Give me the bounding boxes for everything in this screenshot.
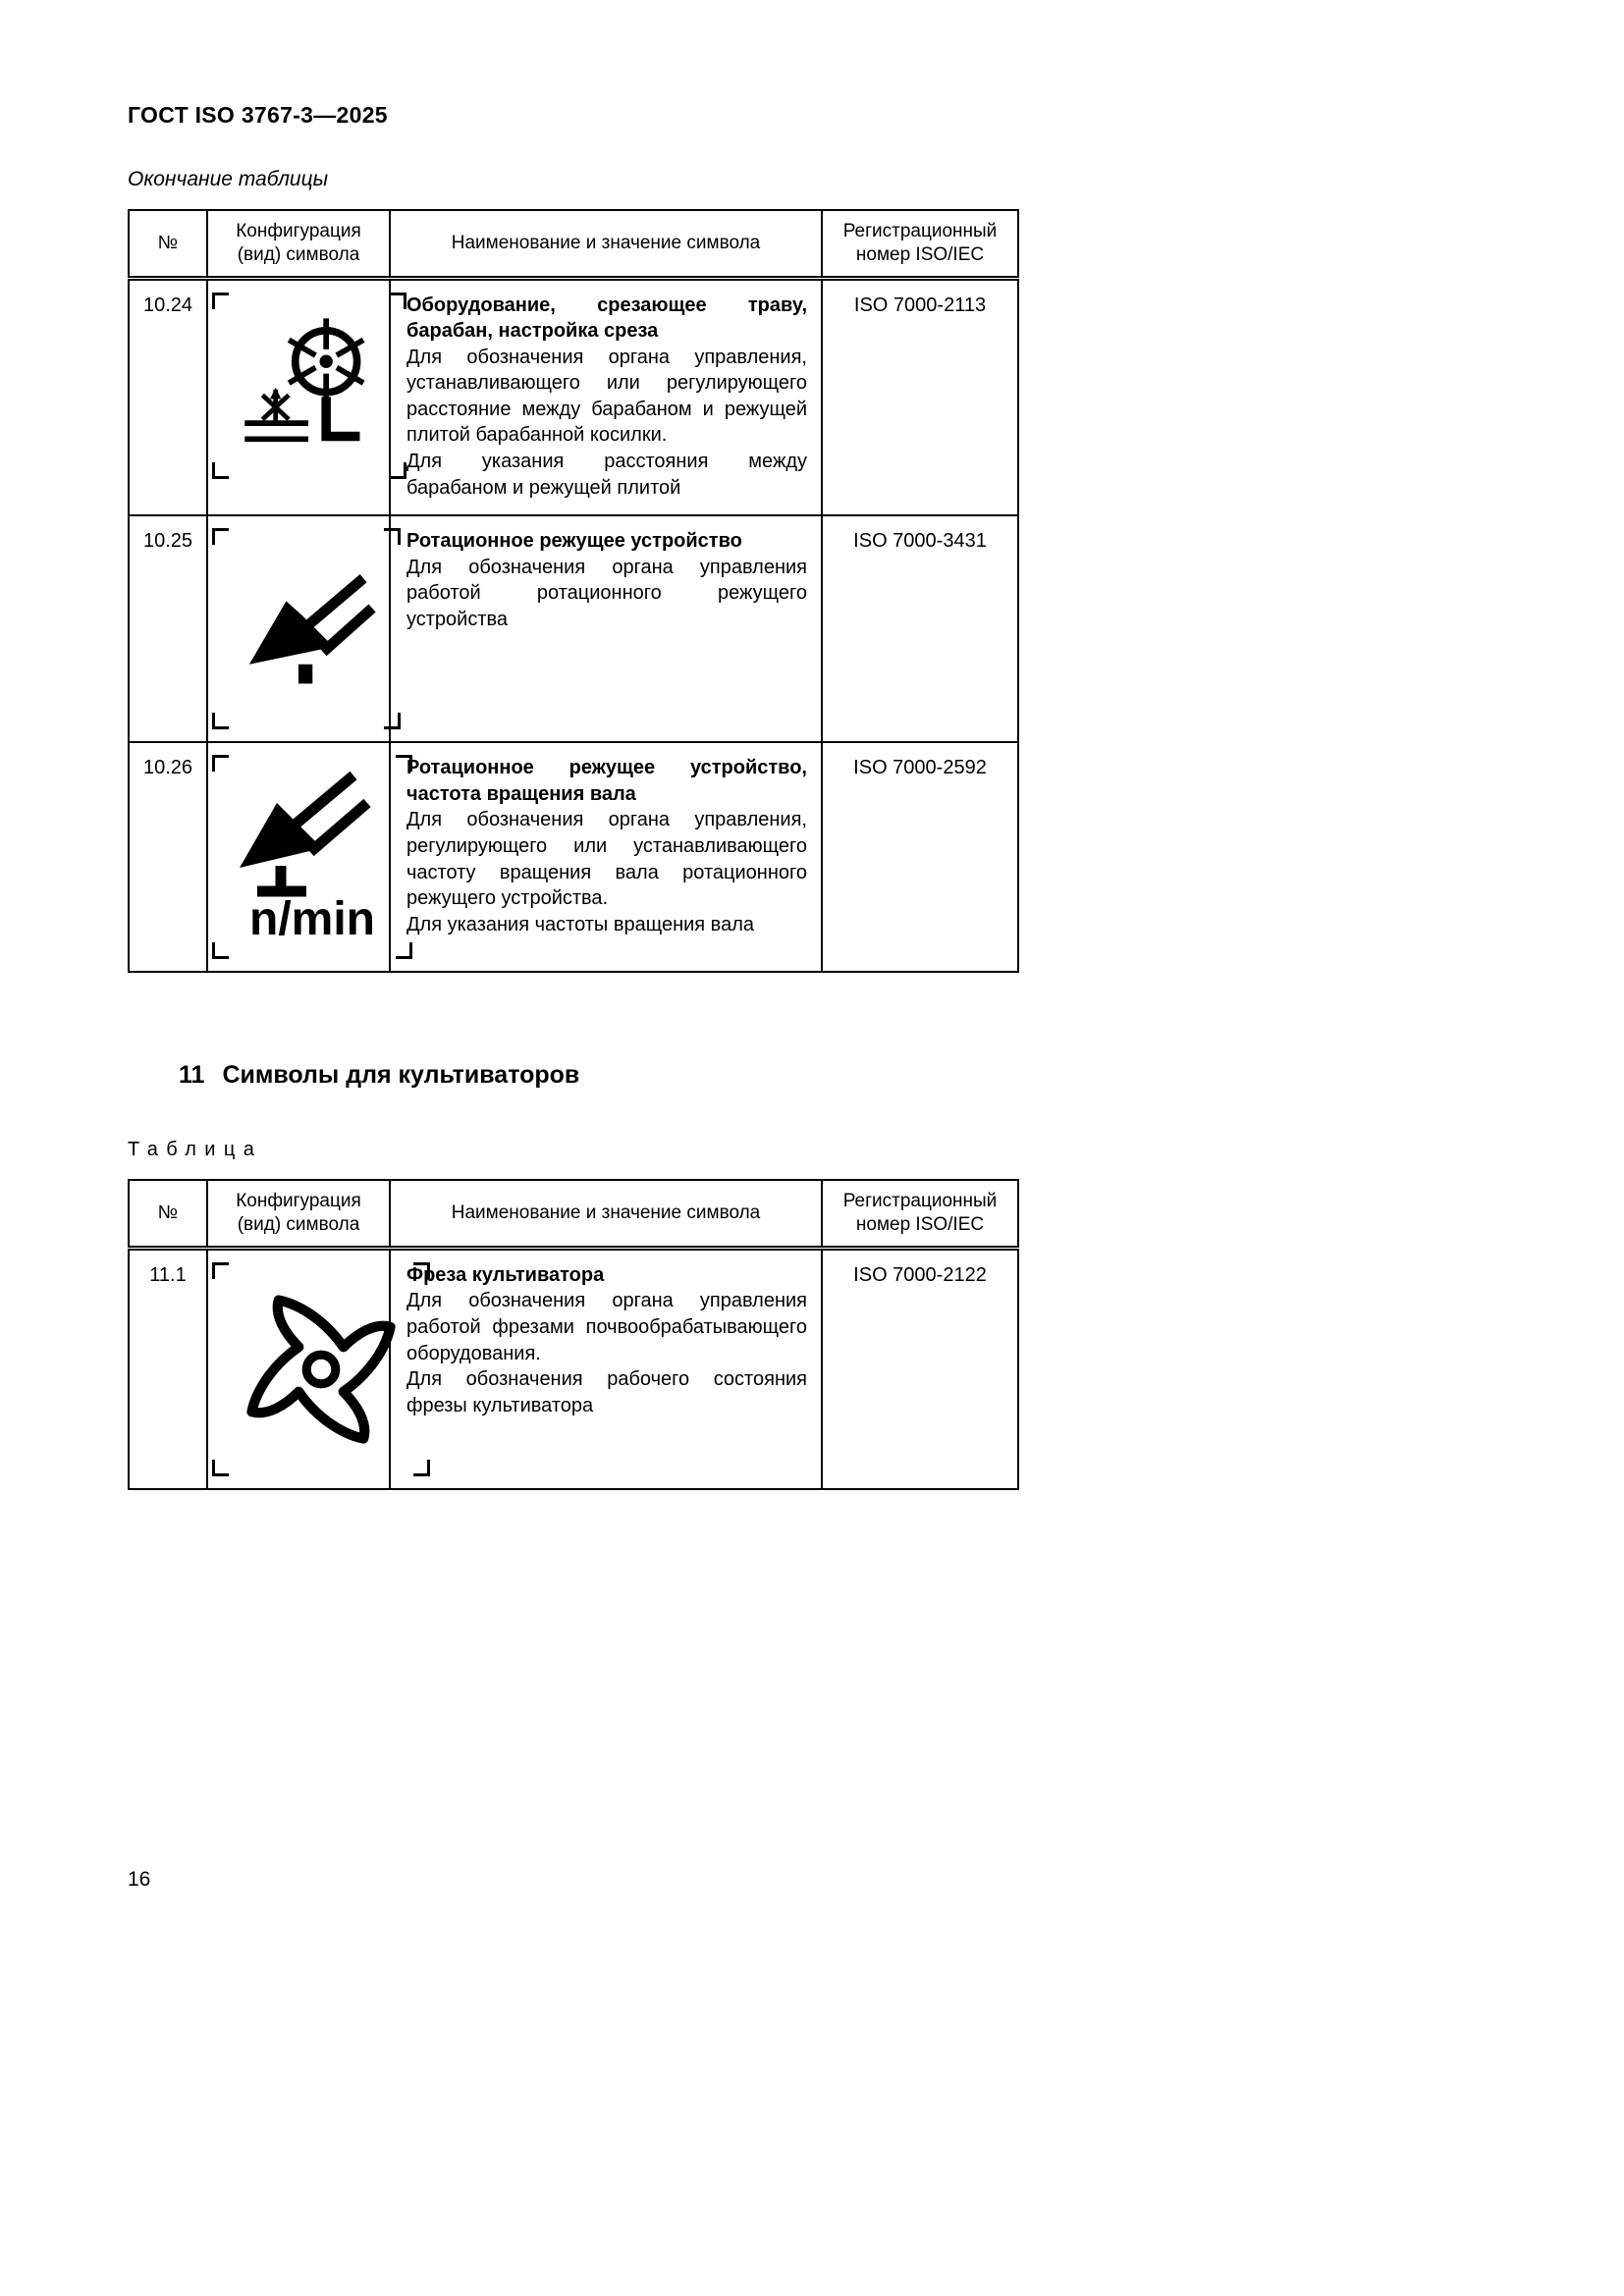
symbol-description-cell bbox=[390, 742, 822, 972]
registration-number: ISO 7000-2592 bbox=[822, 742, 1018, 972]
col-header-name-meaning: Наименование и значение символа bbox=[390, 1180, 822, 1248]
symbols-table-10 bbox=[128, 209, 1019, 973]
row-number: 10.24 bbox=[129, 278, 207, 515]
symbol-frame bbox=[212, 528, 401, 729]
symbol-description: Для указания расстояния между барабаном и режущей плитой bbox=[406, 451, 807, 499]
row-number: 10.26 bbox=[129, 742, 207, 972]
rotary-cutting-device-icon bbox=[232, 550, 381, 709]
symbol-description: Для обозначения органа управления, регулирующего или устанавливающего частоту вращения вала ротационного режущего устройства. bbox=[406, 809, 807, 910]
table-row bbox=[129, 1248, 1018, 1489]
symbol-description: Для обозначения органа управления работой ротационного режущего устройства bbox=[406, 556, 807, 631]
drum-mower-cut-adjustment-icon bbox=[230, 314, 389, 457]
row-number: 10.25 bbox=[129, 515, 207, 742]
symbol-description-cell bbox=[390, 515, 822, 742]
symbol-cell bbox=[207, 278, 390, 515]
section-number: 11 bbox=[179, 1061, 205, 1090]
col-header-number: № bbox=[129, 1180, 207, 1248]
symbol-title: Оборудование, срезающее траву, барабан, настройка среза bbox=[406, 294, 807, 343]
symbol-description: Для обозначения органа управления, устанавливающего или регулирующего расстояние между барабаном и режущей плитой барабанной косилки. bbox=[406, 346, 807, 447]
cultivator-tiller-icon bbox=[232, 1280, 410, 1459]
symbol-title: Ротационное режущее устройство, частота вращения вала bbox=[406, 757, 807, 805]
table-row bbox=[129, 278, 1018, 515]
symbols-table-11 bbox=[128, 1179, 1019, 1490]
symbol-cell bbox=[207, 515, 390, 742]
symbol-frame bbox=[212, 293, 406, 479]
col-header-name-meaning: Наименование и значение символа bbox=[390, 210, 822, 278]
registration-number: ISO 7000-3431 bbox=[822, 515, 1018, 742]
col-header-registration: Регистрационный номер ISO/IEC bbox=[822, 210, 1018, 278]
table-row bbox=[129, 515, 1018, 742]
table-row bbox=[129, 742, 1018, 972]
col-header-registration: Регистрационный номер ISO/IEC bbox=[822, 1180, 1018, 1248]
document-code: ГОСТ ISO 3767-3—2025 bbox=[128, 102, 388, 128]
symbol-cell bbox=[207, 1248, 390, 1489]
table-continuation-note: Окончание таблицы bbox=[128, 168, 329, 190]
col-header-configuration: Конфигурация (вид) символа bbox=[207, 210, 390, 278]
symbol-description: Для указания частоты вращения вала bbox=[406, 913, 754, 935]
table-label: Таблица bbox=[128, 1139, 263, 1161]
symbol-description-cell bbox=[390, 278, 822, 515]
symbol-description-cell bbox=[390, 1248, 822, 1489]
symbol-description: Для обозначения рабочего состояния фрезы культиватора bbox=[406, 1368, 807, 1416]
symbol-frame bbox=[212, 755, 412, 959]
page-number: 16 bbox=[128, 1868, 151, 1891]
registration-number: ISO 7000-2122 bbox=[822, 1248, 1018, 1489]
symbol-frame bbox=[212, 1262, 430, 1476]
symbol-description: Для обозначения органа управления работой фрезами почвообрабатывающего оборудования. bbox=[406, 1290, 807, 1364]
symbol-text-nmin: n/min bbox=[249, 893, 375, 945]
row-number: 11.1 bbox=[129, 1248, 207, 1489]
registration-number: ISO 7000-2113 bbox=[822, 278, 1018, 515]
page-content bbox=[0, 0, 1041, 1490]
symbol-cell bbox=[207, 742, 390, 972]
section-heading bbox=[179, 1061, 1041, 1090]
symbol-title: Ротационное режущее устройство bbox=[406, 530, 742, 553]
table-header-row bbox=[129, 210, 1018, 278]
col-header-configuration: Конфигурация (вид) символа bbox=[207, 1180, 390, 1248]
col-header-number: № bbox=[129, 210, 207, 278]
section-title: Символы для культиваторов bbox=[222, 1061, 580, 1090]
rotary-cutting-device-shaft-speed-icon bbox=[228, 770, 397, 944]
table-header-row bbox=[129, 1180, 1018, 1248]
symbol-title: Фреза культиватора bbox=[406, 1263, 605, 1286]
